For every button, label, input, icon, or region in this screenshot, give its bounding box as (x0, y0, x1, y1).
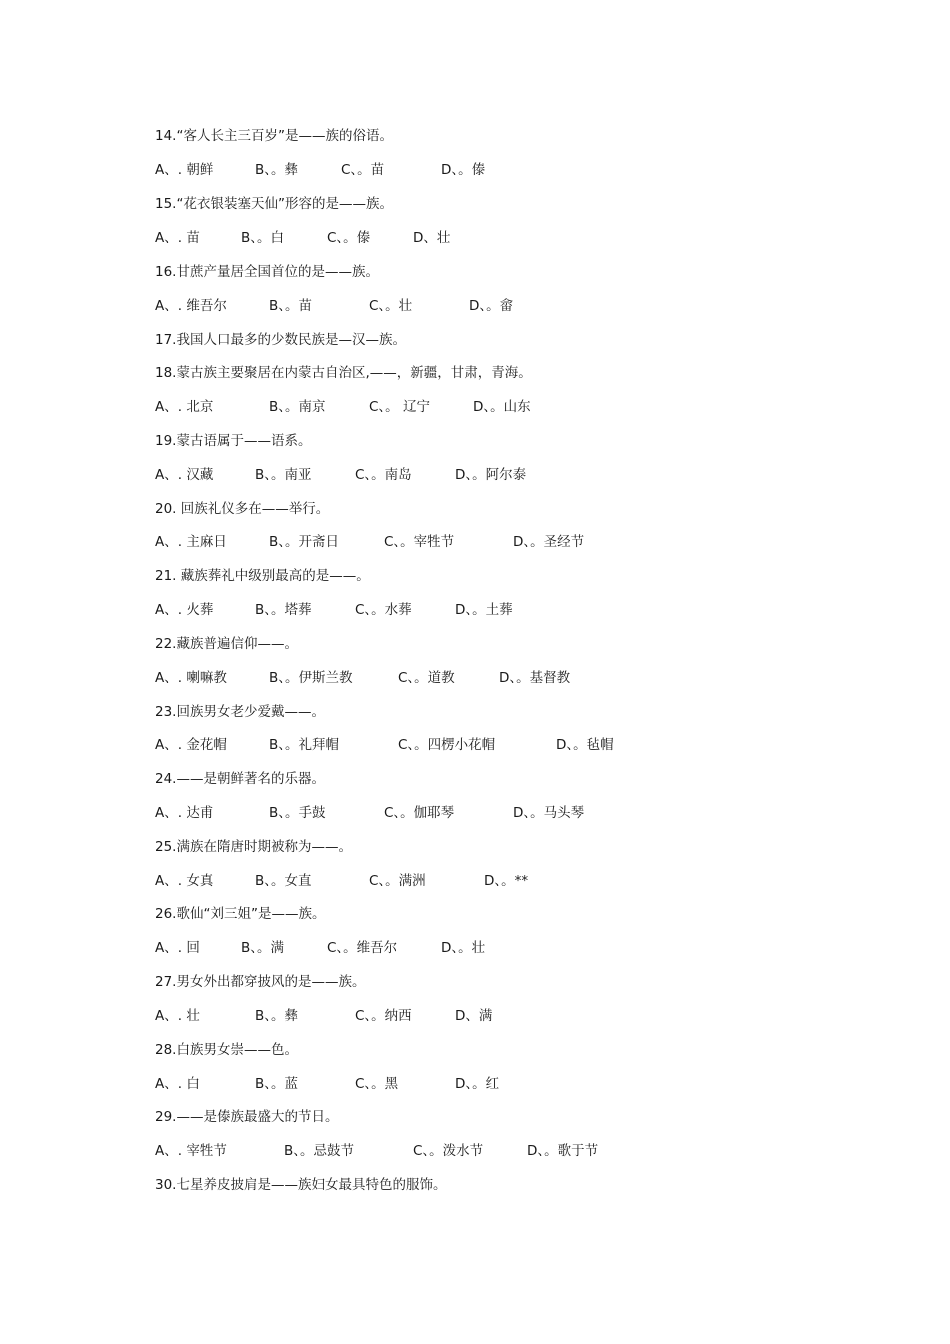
option-a: A、. 汉藏 (155, 467, 214, 483)
question-24: 24.——是朝鲜著名的乐器。 (155, 771, 325, 787)
option-b: B、。南亚 (255, 467, 312, 483)
question-23: 23.回族男女老少爱戴——。 (155, 704, 325, 720)
option-c: C、。苗 (341, 162, 385, 178)
option-c: C、。道教 (398, 670, 455, 686)
option-d: D、。圣经节 (513, 534, 585, 550)
option-a: A、. 达甫 (155, 805, 214, 821)
option-d: D、满 (455, 1008, 493, 1024)
option-a: A、. 火葬 (155, 602, 214, 618)
option-d: D、。毡帽 (556, 737, 614, 753)
option-d: D、。山东 (473, 399, 531, 415)
option-c: C、。维吾尔 (327, 940, 398, 956)
option-c: C、。南岛 (355, 467, 412, 483)
option-c: C、。伽耶琴 (384, 805, 455, 821)
option-a: A、. 北京 (155, 399, 214, 415)
option-b: B、。塔葬 (255, 602, 312, 618)
option-d: D、。马头琴 (513, 805, 585, 821)
question-19: 19.蒙古语属于——语系。 (155, 433, 312, 449)
option-b: B、。彝 (255, 162, 299, 178)
question-26: 26.歌仙“刘三姐”是——族。 (155, 906, 326, 922)
option-b: B、。白 (241, 230, 285, 246)
question-14: 14.“客人长主三百岁”是——族的俗语。 (155, 128, 393, 144)
option-b: B、。满 (241, 940, 285, 956)
option-d: D、。傣 (441, 162, 486, 178)
option-b: B、。南京 (269, 399, 326, 415)
question-28: 28.白族男女崇——色。 (155, 1042, 298, 1058)
question-20: 20. 回族礼仪多在——举行。 (155, 501, 330, 517)
option-d: D、。阿尔泰 (455, 467, 527, 483)
option-c: C、。泼水节 (413, 1143, 484, 1159)
option-b: B、。苗 (269, 298, 313, 314)
option-a: A、. 喇嘛教 (155, 670, 227, 686)
option-b: B、。忌鼓节 (284, 1143, 355, 1159)
option-d: D、。歌于节 (527, 1143, 599, 1159)
option-d: D、。畲 (469, 298, 514, 314)
option-a: A、. 壮 (155, 1008, 200, 1024)
option-a: A、. 女真 (155, 873, 214, 889)
question-15: 15.“花衣银装塞天仙”形容的是——族。 (155, 196, 393, 212)
option-b: B、。彝 (255, 1008, 299, 1024)
option-a: A、. 回 (155, 940, 200, 956)
option-b: B、。手鼓 (269, 805, 326, 821)
option-c: C、。宰牲节 (384, 534, 455, 550)
question-25: 25.满族在隋唐时期被称为——。 (155, 839, 352, 855)
option-c: C、。傣 (327, 230, 371, 246)
question-27: 27.男女外出都穿披风的是——族。 (155, 974, 366, 990)
option-a: A、. 宰牲节 (155, 1143, 227, 1159)
option-a: A、. 金花帽 (155, 737, 227, 753)
option-b: B、。女直 (255, 873, 312, 889)
option-d: D、。** (484, 873, 529, 889)
option-c: C、。黑 (355, 1076, 399, 1092)
option-d: D、。基督教 (499, 670, 571, 686)
option-b: B、。伊斯兰教 (269, 670, 353, 686)
option-a: A、. 维吾尔 (155, 298, 227, 314)
option-c: C、。满洲 (369, 873, 426, 889)
option-b: B、。礼拜帽 (269, 737, 340, 753)
option-c: C、。壮 (369, 298, 413, 314)
option-d: D、壮 (413, 230, 451, 246)
question-16: 16.甘蔗产量居全国首位的是——族。 (155, 264, 379, 280)
option-a: A、. 朝鲜 (155, 162, 214, 178)
option-d: D、。壮 (441, 940, 486, 956)
option-a: A、. 主麻日 (155, 534, 227, 550)
question-29: 29.——是傣族最盛大的节日。 (155, 1109, 339, 1125)
option-a: A、. 白 (155, 1076, 200, 1092)
option-b: B、。开斋日 (269, 534, 340, 550)
option-c: C、。四楞小花帽 (398, 737, 496, 753)
option-c: C、。 辽宁 (369, 399, 430, 415)
option-d: D、。土葬 (455, 602, 513, 618)
question-30: 30.七星养皮披肩是——族妇女最具特色的服饰。 (155, 1177, 447, 1193)
option-c: C、。水葬 (355, 602, 412, 618)
option-a: A、. 苗 (155, 230, 200, 246)
option-b: B、。蓝 (255, 1076, 299, 1092)
question-21: 21. 藏族葬礼中级别最高的是——。 (155, 568, 370, 584)
question-17: 17.我国人口最多的少数民族是—汉—族。 (155, 332, 406, 348)
option-c: C、。纳西 (355, 1008, 412, 1024)
option-d: D、。红 (455, 1076, 500, 1092)
question-22: 22.藏族普遍信仰——。 (155, 636, 298, 652)
question-18: 18.蒙古族主要聚居在内蒙古自治区,——，新疆，甘肃，青海。 (155, 365, 532, 381)
